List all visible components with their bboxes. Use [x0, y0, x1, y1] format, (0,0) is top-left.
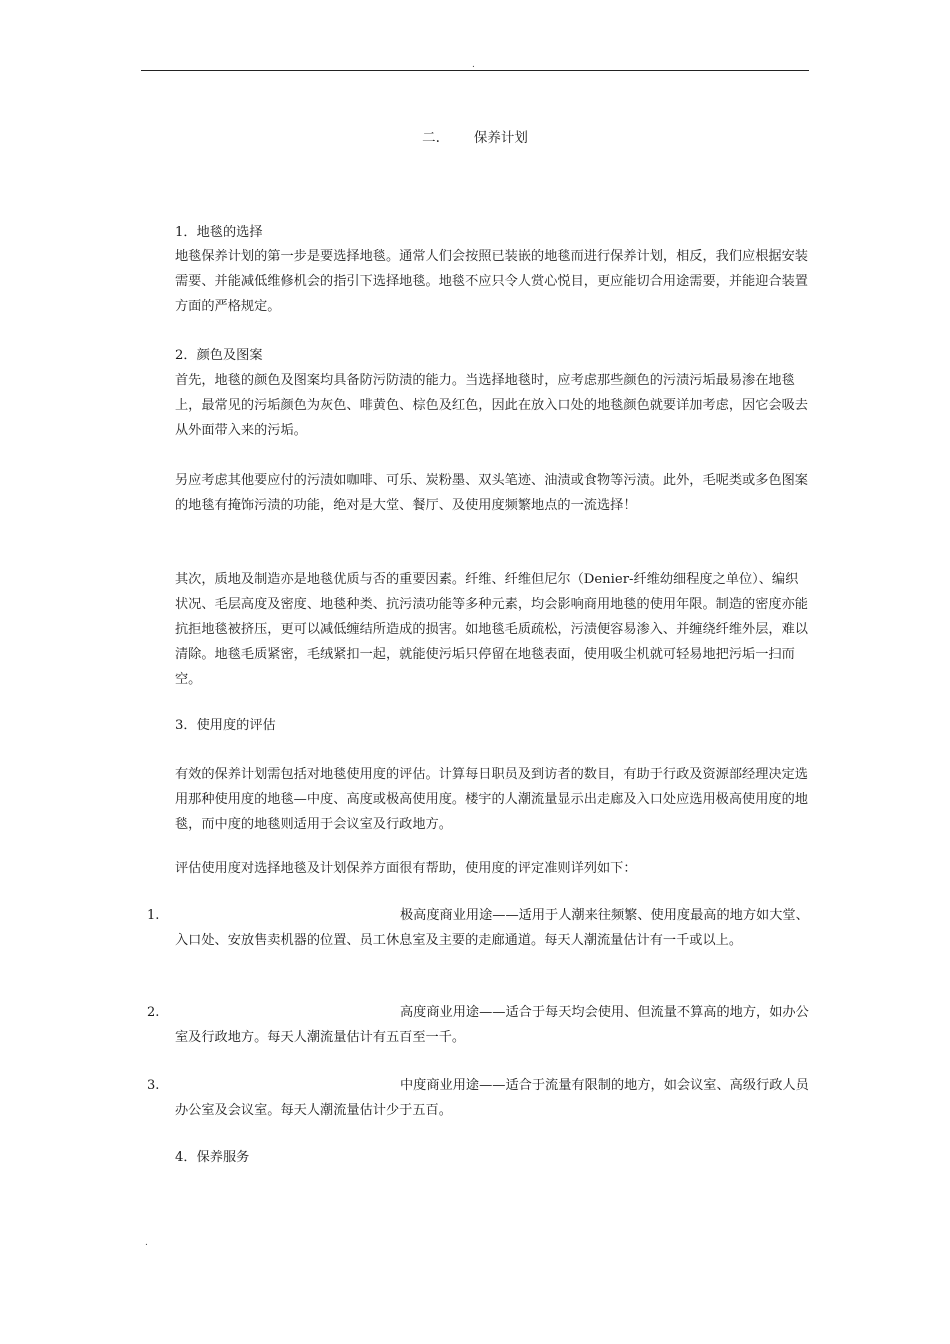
section-number: 二.	[422, 130, 440, 146]
section-title	[0, 126, 950, 146]
list-item-text: 极高度商业用途——适用于人潮来往频繁、使用度最高的地方如大堂、入口处、安放售卖机器的位置、员工休息室及主要的走廊通道。每天人潮流量估计有一千或以上。	[175, 908, 809, 948]
header-marker: .	[472, 60, 475, 70]
paragraph-color-pattern-2: 另应考虑其他要应付的污渍如咖啡、可乐、炭粉墨、双头笔迹、油渍或食物等污渍。此外，毛呢类或多色图案的地毯有掩饰污渍的功能，绝对是大堂、餐厅、及使用度频繁地点的一流选择！	[175, 473, 808, 513]
heading-maintenance-service: 4．保养服务	[175, 1150, 250, 1165]
paragraph-carpet-selection: 地毯保养计划的第一步是要选择地毯。通常人们会按照已装嵌的地毯而进行保养计划，相反，我们应根据安装需要、并能减低维修机会的指引下选择地毯。地毯不应只令人赏心悦目，更应能切合用途需要，并能迎合装置方面的严格规定。	[175, 249, 808, 314]
list-item-number: 2.	[147, 1005, 160, 1020]
list-item-text: 中度商业用途——适合于流量有限制的地方，如会议室、高级行政人员办公室及会议室。每天人潮流量估计少于五百。	[175, 1078, 809, 1118]
list-item-number: 1.	[147, 908, 160, 923]
paragraph-usage-assessment-1: 有效的保养计划需包括对地毯使用度的评估。计算每日职员及到访者的数目，有助于行政及资源部经理决定选用那种使用度的地毯—中度、高度或极高使用度。楼宇的人潮流量显示出走廊及入口处应选用极高使用度的地毯，而中度的地毯则适用于会议室及行政地方。	[175, 767, 808, 832]
section-title-text: 保养计划	[473, 130, 528, 146]
heading-carpet-selection: 1．地毯的选择	[175, 225, 263, 240]
footer-marker: .	[145, 1238, 148, 1248]
list-item-number: 3.	[147, 1078, 160, 1093]
paragraph-color-pattern-3: 其次，质地及制造亦是地毯优质与否的重要因素。纤维、纤维但尼尔（Denier-纤维幼细程度之单位）、编织状况、毛层高度及密度、地毯种类、抗污渍功能等多种元素，均会影响商用地毯的使用年限。制造的密度亦能抗拒地毯被挤压，更可以减低缠结所造成的损害。如地毯毛质疏松，污渍便容易渗入、并缠绕纤维外层，难以清除。地毯毛质紧密，毛绒紧扣一起，就能使污垢只停留在地毯表面，使用吸尘机就可轻易地把污垢一扫而空。	[175, 572, 808, 687]
heading-usage-assessment: 3．使用度的评估	[175, 718, 276, 733]
header-rule	[141, 70, 809, 71]
paragraph-usage-assessment-2: 评估使用度对选择地毯及计划保养方面很有帮助，使用度的评定准则详列如下：	[175, 861, 637, 876]
list-item-text: 高度商业用途——适合于每天均会使用、但流量不算高的地方，如办公室及行政地方。每天人潮流量估计有五百至一千。	[175, 1005, 809, 1045]
paragraph-color-pattern-1: 首先，地毯的颜色及图案均具备防污防渍的能力。当选择地毯时，应考虑那些颜色的污渍污垢最易渗在地毯上，最常见的污垢颜色为灰色、啡黄色、棕色及红色，因此在放入口处的地毯颜色就要详加考虑，因它会吸去从外面带入来的污垢。	[175, 373, 808, 438]
heading-color-pattern: 2．颜色及图案	[175, 348, 263, 363]
